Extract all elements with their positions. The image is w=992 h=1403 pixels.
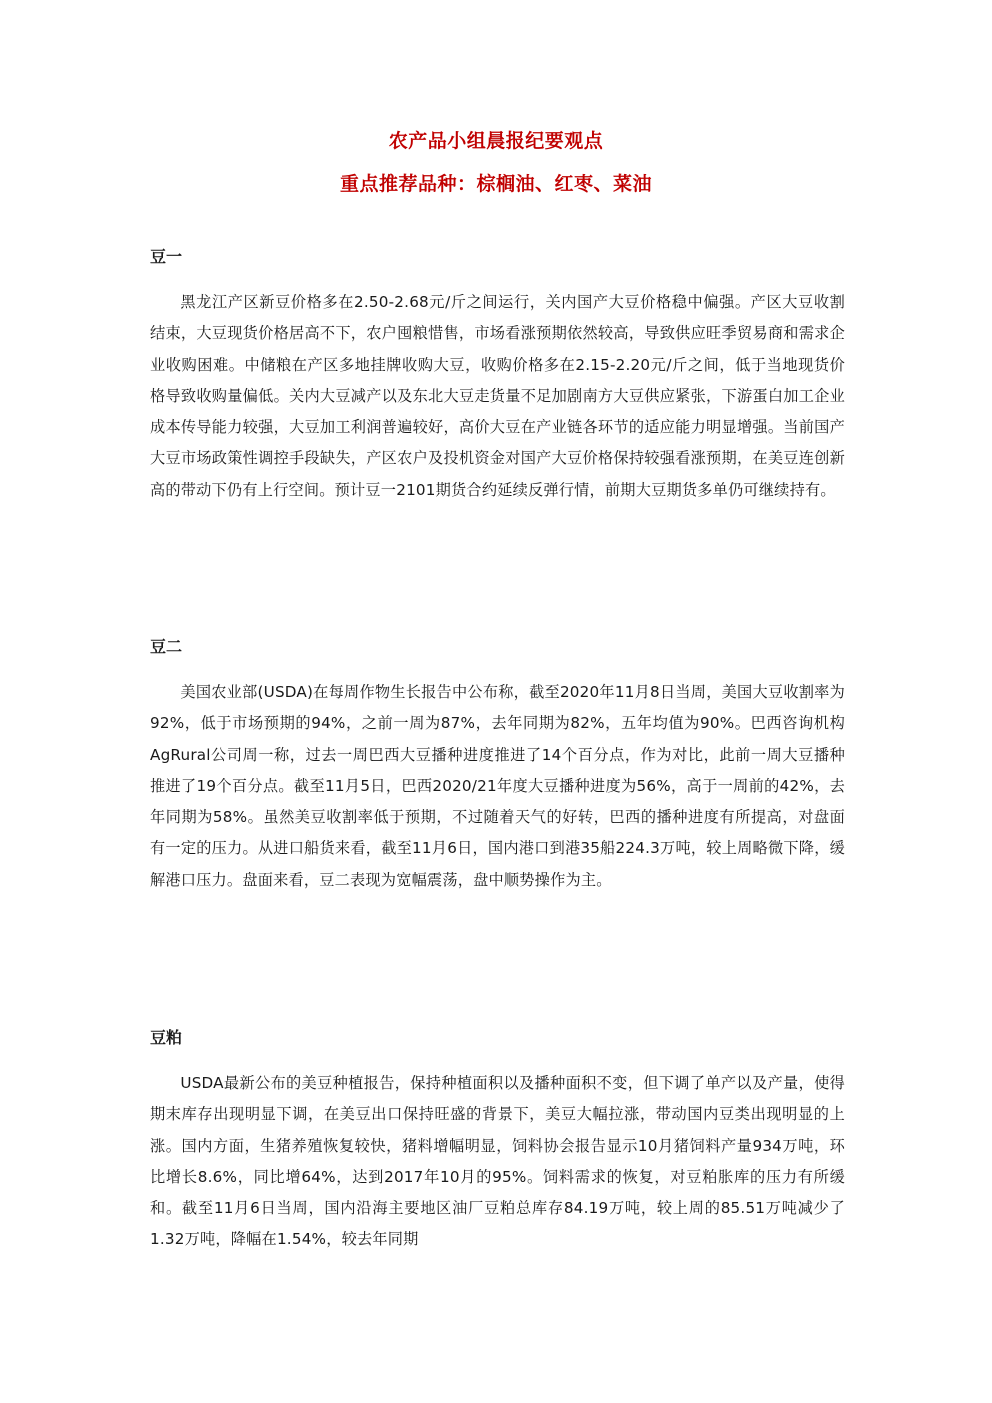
section-heading: 豆一 (150, 247, 183, 266)
recommended-varieties-subtitle: 重点推荐品种：棕榈油、红枣、菜油 (339, 173, 652, 195)
report-title: 农产品小组晨报纪要观点 (388, 130, 604, 152)
section-paragraph: USDA最新公布的美豆种植报告，保持种植面积以及播种面积不变，但下调了单产以及产量，使得期末库存出现明显下调，在美豆出口保持旺盛的背景下，美豆大幅拉涨，带动国内豆类出现明显的上涨。国内方面，生猪养殖恢复较快，猪料增幅明显，饲料协会报告显示10月猪饲料产量934万吨，环比增长8.6%，同比增64%，达到2017年10月的95%。饲料需求的恢复，对豆粕胀库的压力有所缓和。截至11月6日当周，国内沿海主要地区油厂豆粕总库存84.19万吨，较上周的85.51万吨减少了1.32万吨，降幅在1.54%，较去年同期 (150, 1074, 845, 1249)
section-soybean-no2 (150, 633, 845, 896)
section-soybean-no1 (150, 243, 845, 506)
section-paragraph: 美国农业部(USDA)在每周作物生长报告中公布称，截至2020年11月8日当周，美国大豆收割率为92%，低于市场预期的94%，之前一周为87%，去年同期为82%，五年均值为90%。巴西咨询机构AgRural公司周一称，过去一周巴西大豆播种进度推进了14个百分点，作为对比，此前一周大豆播种推进了19个百分点。截至11月5日，巴西2020/21年度大豆播种进度为56%，高于一周前的42%，去年同期为58%。虽然美豆收割率低于预期，不过随着天气的好转，巴西的播种进度有所提高，对盘面有一定的压力。从进口船货来看，截至11月6日，国内港口到港35船224.3万吨，较上周略微下降，缓解港口压力。盘面来看，豆二表现为宽幅震荡，盘中顺势操作为主。 (150, 683, 845, 889)
section-paragraph: 黑龙江产区新豆价格多在2.50-2.68元/斤之间运行，关内国产大豆价格稳中偏强。产区大豆收割结束，大豆现货价格居高不下，农户囤粮惜售，市场看涨预期依然较高，导致供应旺季贸易商和需求企业收购困难。中储粮在产区多地挂牌收购大豆，收购价格多在2.15-2.20元/斤之间，低于当地现货价格导致收购量偏低。关内大豆减产以及东北大豆走货量不足加剧南方大豆供应紧张，下游蛋白加工企业成本传导能力较强，大豆加工利润普遍较好，高价大豆在产业链各环节的适应能力明显增强。当前国产大豆市场政策性调控手段缺失，产区农户及投机资金对国产大豆价格保持较强看涨预期，在美豆连创新高的带动下仍有上行空间。预计豆一2101期货合约延续反弹行情，前期大豆期货多单仍可继续持有。 (150, 293, 845, 499)
section-heading: 豆粕 (150, 1028, 183, 1047)
section-soybean-meal (150, 1024, 845, 1256)
section-heading: 豆二 (150, 637, 183, 656)
